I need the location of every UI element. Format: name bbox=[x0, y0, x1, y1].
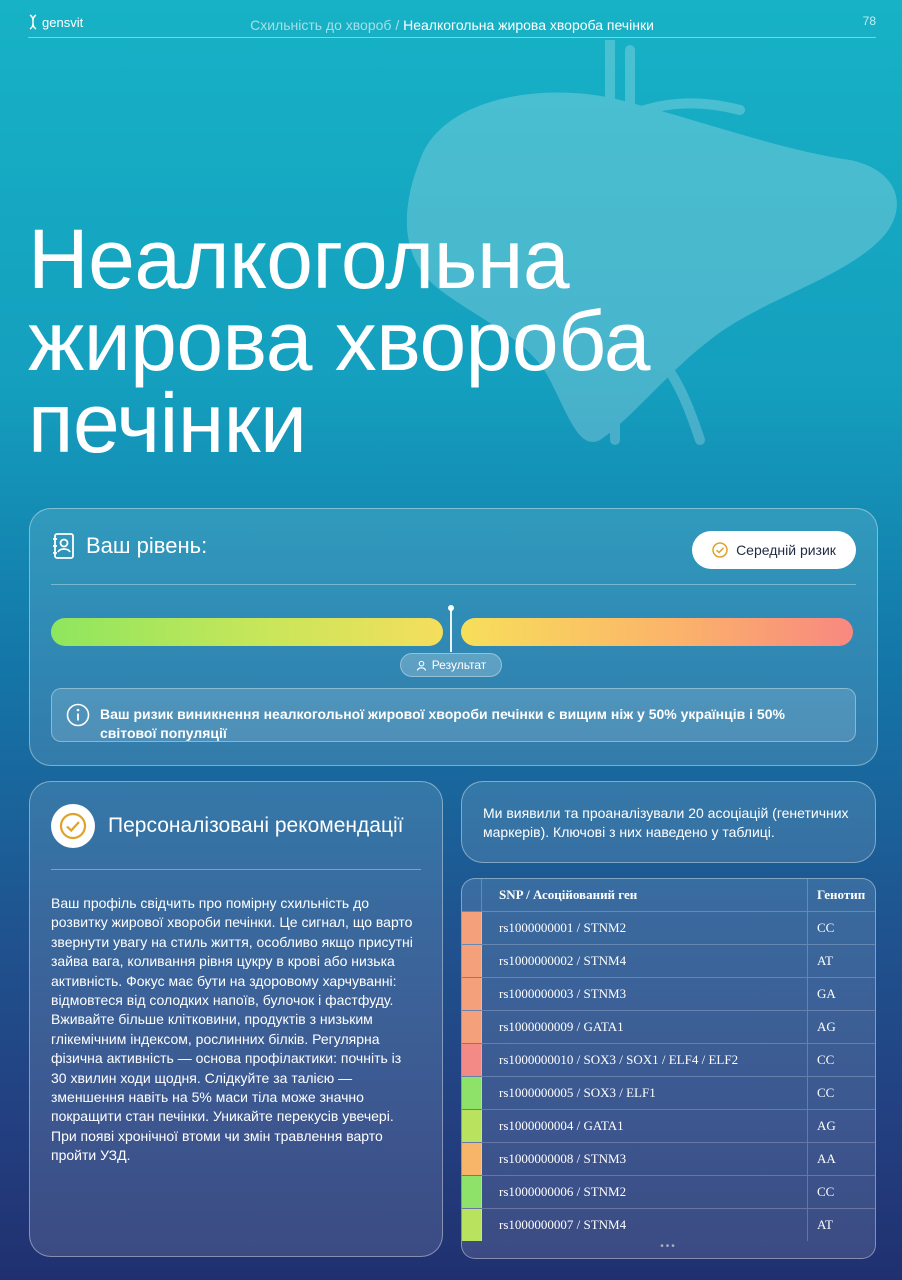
genotype-cell: CC bbox=[817, 1184, 835, 1199]
snp-table bbox=[461, 878, 876, 1259]
associations-text: Ми виявили та проаналізували 20 асоціацій (генетичних маркерів). Ключові з них наведено у таблиці. bbox=[483, 805, 849, 840]
risk-level-card bbox=[29, 508, 878, 766]
risk-info-box bbox=[51, 688, 856, 742]
snp-cell: rs1000000006 / STNM2 bbox=[482, 1176, 808, 1208]
snp-cell: rs1000000005 / SOX3 / ELF1 bbox=[482, 1077, 808, 1109]
result-marker bbox=[450, 608, 452, 652]
table-row bbox=[462, 977, 875, 1010]
snp-cell: rs1000000003 / STNM3 bbox=[482, 978, 808, 1010]
risk-info-text: Ваш ризик виникнення неалкогольної жирової хвороби печінки є вищим ніж у 50% українців і 50% світової популяції bbox=[100, 706, 785, 741]
snp-cell: rs1000000004 / GATA1 bbox=[482, 1110, 808, 1142]
snp-cell: rs1000000001 / STNM2 bbox=[482, 912, 808, 944]
recommendations-card bbox=[29, 781, 443, 1257]
page-title bbox=[28, 212, 748, 470]
snp-cell: rs1000000008 / STNM3 bbox=[482, 1143, 808, 1175]
table-row bbox=[462, 1043, 875, 1076]
risk-flag-cell bbox=[462, 1011, 482, 1043]
risk-flag-cell bbox=[462, 1044, 482, 1076]
level-label: Ваш рівень: bbox=[86, 533, 208, 558]
table-row bbox=[462, 1010, 875, 1043]
risk-badge-label: Середній ризик bbox=[736, 542, 836, 558]
column-header-snp: SNP / Асоційований ген bbox=[482, 879, 808, 911]
snp-cell: rs1000000002 / STNM4 bbox=[482, 945, 808, 977]
breadcrumb-current: Неалкогольна жирова хвороба печінки bbox=[403, 17, 654, 33]
more-rows-indicator[interactable]: ••• bbox=[660, 1241, 677, 1252]
level-heading bbox=[52, 533, 207, 559]
risk-flag-cell bbox=[462, 1209, 482, 1241]
risk-badge bbox=[692, 531, 856, 569]
genotype-cell: AT bbox=[817, 1217, 833, 1232]
title-line-1: Неалкогольна bbox=[28, 212, 570, 306]
genotype-cell: AT bbox=[817, 953, 833, 968]
genotype-cell: CC bbox=[817, 1052, 835, 1067]
risk-scale-high bbox=[461, 618, 853, 646]
breadcrumb-section[interactable]: Схильність до хвороб / bbox=[250, 17, 404, 33]
brand-name: gensvit bbox=[42, 14, 84, 30]
page-header bbox=[28, 12, 876, 38]
column-header-genotype: Генотип bbox=[817, 887, 866, 902]
header-flag-cell bbox=[462, 879, 482, 911]
snp-cell: rs1000000009 / GATA1 bbox=[482, 1011, 808, 1043]
snp-cell: rs1000000007 / STNM4 bbox=[482, 1209, 808, 1241]
table-row bbox=[462, 1109, 875, 1142]
recommendations-divider bbox=[51, 869, 421, 870]
genotype-cell: GA bbox=[817, 986, 836, 1001]
risk-flag-cell bbox=[462, 945, 482, 977]
risk-flag-cell bbox=[462, 1110, 482, 1142]
genotype-cell: AA bbox=[817, 1151, 836, 1166]
check-circle-icon bbox=[712, 542, 728, 558]
recommendations-text: Ваш профіль свідчить про помірну схильність до розвитку жирової хвороби печінки. Це сигнал, що варто звернути увагу на стиль життя, особливо якщо присутні зайва вага, коливання рівня цукру в крові або низька активність. Фокус має бути на здоровому харчуванні: відмовтеся від солодких напоїв, булочок і фастфуду. Вживайте більше клітковини, продуктів з низьким глікемічним індексом, рослинних білків. Регулярна фізична активність — основа профілактики: почніть із 30 хвилин ходи щодня. Слідкуйте за талією — зменшення навіть на 5% маси тіла може значно покращити стан печінки. Уникайте перекусів увечері. При появі хронічної втоми чи змін травлення варто пройти УЗД. bbox=[51, 895, 413, 1164]
genotype-cell: CC bbox=[817, 920, 835, 935]
genotype-cell: CC bbox=[817, 1085, 835, 1100]
title-line-2: жирова хвороба bbox=[28, 294, 651, 388]
table-row bbox=[462, 944, 875, 977]
table-row bbox=[462, 1076, 875, 1109]
genotype-cell: AG bbox=[817, 1019, 836, 1034]
result-label-pill bbox=[400, 653, 502, 677]
risk-flag-cell bbox=[462, 912, 482, 944]
table-row bbox=[462, 1142, 875, 1175]
title-line-3: печінки bbox=[28, 376, 307, 470]
risk-flag-cell bbox=[462, 978, 482, 1010]
table-header bbox=[462, 879, 875, 911]
risk-flag-cell bbox=[462, 1077, 482, 1109]
level-divider bbox=[51, 584, 856, 585]
risk-flag-cell bbox=[462, 1143, 482, 1175]
associations-card bbox=[461, 781, 876, 863]
risk-scale-low bbox=[51, 618, 443, 646]
contact-book-icon bbox=[52, 533, 76, 559]
table-row bbox=[462, 1208, 875, 1241]
recommendations-badge bbox=[51, 804, 95, 848]
check-circle-icon bbox=[58, 811, 88, 841]
user-icon bbox=[416, 660, 427, 671]
result-marker-dot bbox=[448, 605, 454, 611]
recommendations-title: Персоналізовані рекомендації bbox=[108, 814, 404, 837]
snp-cell: rs1000000010 / SOX3 / SOX1 / ELF4 / ELF2 bbox=[482, 1044, 808, 1076]
table-row bbox=[462, 911, 875, 944]
risk-flag-cell bbox=[462, 1176, 482, 1208]
info-icon bbox=[66, 703, 90, 727]
table-row bbox=[462, 1175, 875, 1208]
breadcrumb bbox=[28, 14, 876, 33]
genotype-cell: AG bbox=[817, 1118, 836, 1133]
page-number: 78 bbox=[862, 14, 876, 28]
result-label: Результат bbox=[431, 658, 487, 672]
